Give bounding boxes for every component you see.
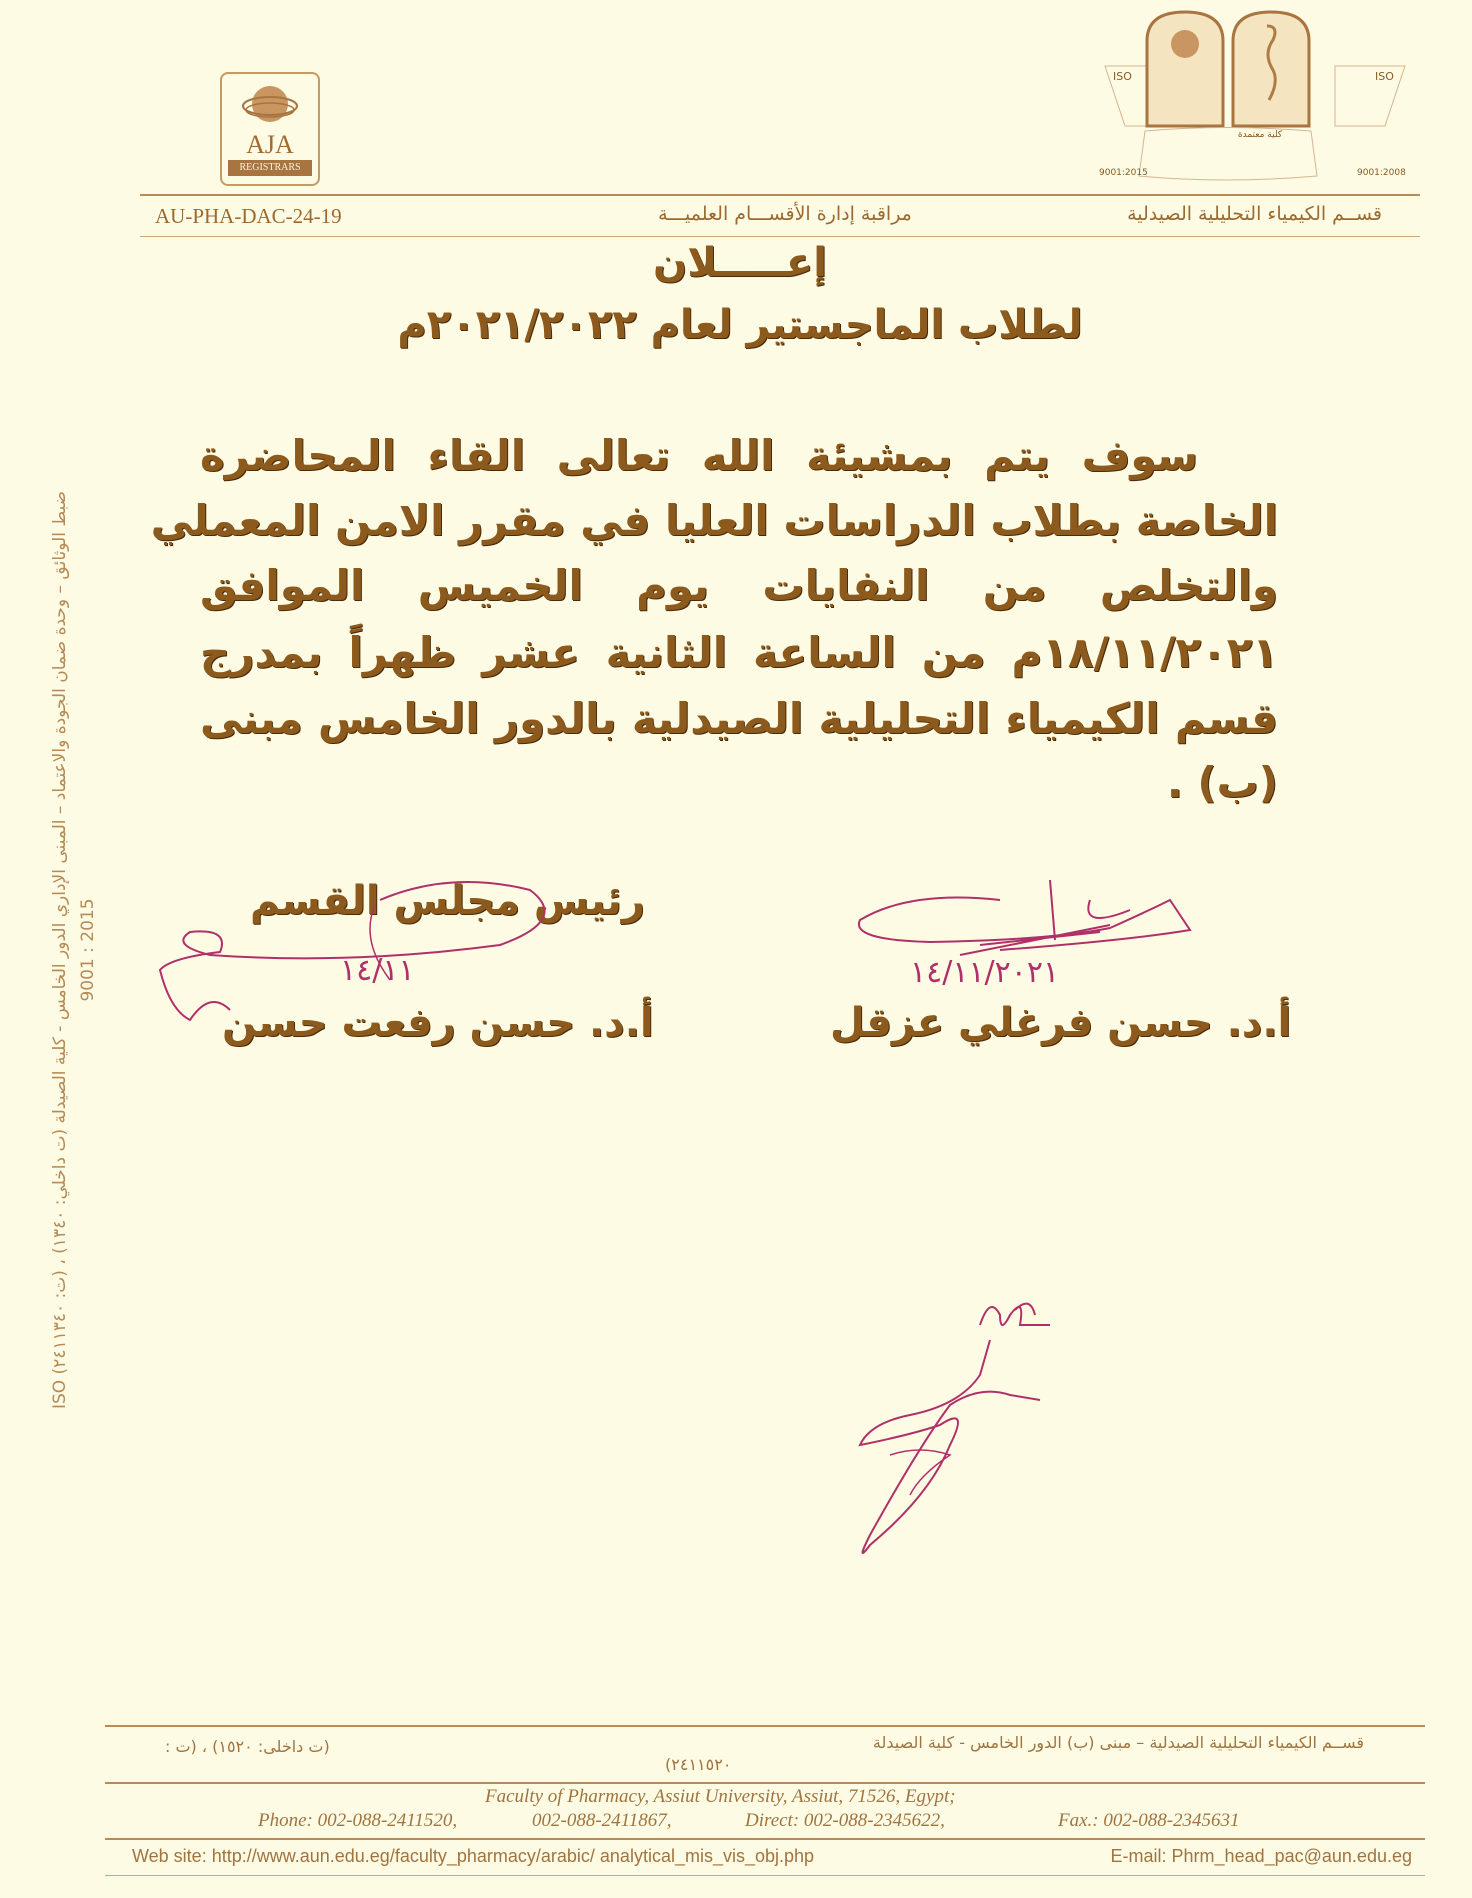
header-rule-top (140, 194, 1420, 196)
sidebar-line-1: ضبط الوثائق – وحدة ضمان الجودة والاعتماد – المبنى الإداري الدور الخامس - كلية الصيدلة (ت داخلي: ١٣٤٠) ، (ت: ٢٤١١٣٤٠) ISO (50, 490, 70, 1410)
handwritten-date-left: ١٤/١١ (340, 953, 415, 988)
announcement-subtitle: لطلاب الماجستير لعام ٢٠٢١/٢٠٢٢م (397, 302, 1083, 348)
document-code: AU-PHA-DAC-24-19 (155, 204, 342, 228)
header-rule-bottom (140, 236, 1420, 237)
professor-name: أ.د. حسن فرغلي عزقل (830, 1000, 1292, 1046)
body-line-5: قسم الكيمياء التحليلية الصيدلية بالدور الخامس مبنى (200, 694, 1278, 743)
head-of-council-title: رئيس مجلس القسم (250, 878, 645, 924)
sidebar-vertical-text (50, 450, 130, 1450)
signature-left (150, 870, 670, 1040)
header-center-text: مراقبة إدارة الأقســـام العلميـــة (658, 203, 912, 225)
footer-fax: Fax.: 002-088-2345631 (1058, 1810, 1240, 1831)
body-line-1: سوف يتم بمشيئة الله تعالى القاء المحاضرة (200, 431, 1198, 480)
university-stamp (1095, 6, 1415, 188)
head-of-council-name: أ.د. حسن رفعت حسن (222, 1000, 654, 1046)
department-name: قســم الكيمياء التحليلية الصيدلية (1127, 203, 1382, 225)
footer-rule-4 (105, 1875, 1425, 1876)
signature-right (850, 870, 1250, 1020)
footer-phone-2: 002-088-2411867, (532, 1810, 672, 1831)
iso-right: ISO (1375, 70, 1394, 83)
footer-rule-3 (105, 1838, 1425, 1840)
stamp-caption: كلية معتمدة (1237, 130, 1283, 140)
body-line-2: الخاصة بطلاب الدراسات العليا في مقرر الامن المعملي (150, 496, 1278, 545)
globe-icon (240, 80, 300, 130)
footer-direct: Direct: 002-088-2345622, (745, 1810, 945, 1831)
footer-phone-ar-cont: ٢٤١١٥٢٠) (665, 1755, 732, 1774)
footer-address-ar: قســم الكيمياء التحليلية الصيدلية – مبنى (ب) الدور الخامس - كلية الصيدلة (872, 1733, 1364, 1752)
aja-logo-text: AJA (246, 130, 294, 159)
body-line-6: (ب) . (1166, 758, 1278, 807)
footer-rule-2 (105, 1782, 1425, 1784)
sidebar-line-2: 9001 : 2015 (78, 898, 98, 1002)
footer-website[interactable]: Web site: http://www.aun.edu.eg/faculty_pharmacy/arabic/ analytical_mis_vis_obj.php (132, 1846, 815, 1866)
signature-bottom (850, 1295, 1080, 1565)
footer-rule-1 (105, 1725, 1425, 1727)
body-line-4: ١٨/١١/٢٠٢١م من الساعة الثانية عشر ظهراً بمدرج (200, 628, 1278, 677)
std-left: 9001:2015 (1099, 168, 1148, 178)
body-line-3: والتخلص من النفايات يوم الخميس الموافق (200, 561, 1278, 610)
footer-phone-ar: (ت داخلى: ١٥٢٠) ، (ت : (165, 1737, 330, 1756)
footer-address-en: Faculty of Pharmacy, Assiut University, Assiut, 71526, Egypt; (485, 1786, 956, 1807)
aja-logo-sub: REGISTRARS (228, 160, 312, 176)
handwritten-date-right: ١٤/١١/٢٠٢١ (910, 955, 1060, 990)
footer-phone: Phone: 002-088-2411520, (258, 1810, 458, 1831)
announcement-title: إعـــــلان (653, 240, 827, 286)
footer-email[interactable]: E-mail: Phrm_head_pac@aun.edu.eg (1110, 1846, 1412, 1866)
stamp-emblem-icon (1095, 6, 1415, 188)
aja-logo (220, 72, 320, 186)
std-right: 9001:2008 (1357, 168, 1406, 178)
iso-left: ISO (1113, 70, 1132, 83)
